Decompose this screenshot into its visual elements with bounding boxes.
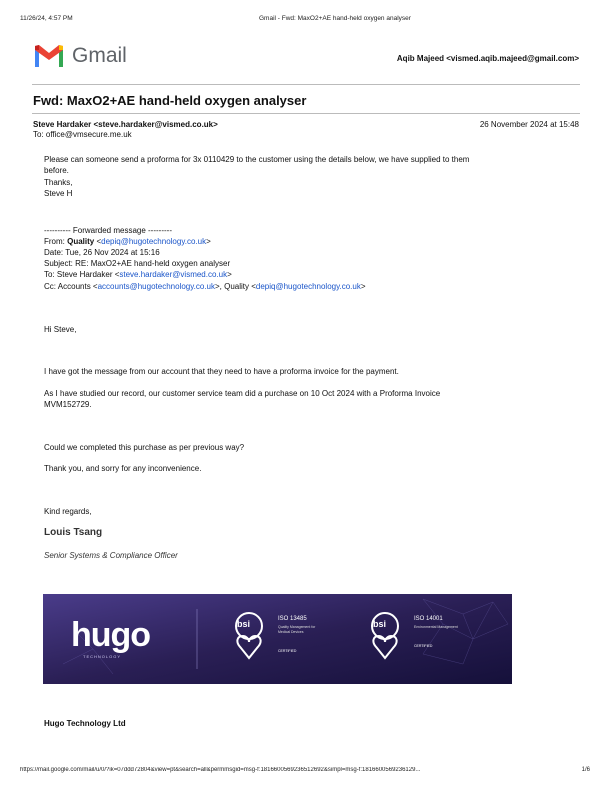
- cert2-status: CERTIFIED: [414, 644, 433, 648]
- gmail-logo-icon: [33, 44, 65, 68]
- fwd-from-email-link[interactable]: depiq@hugotechnology.co.uk: [101, 237, 207, 246]
- gmail-logo-text: Gmail: [72, 44, 127, 67]
- company-name: Hugo Technology Ltd: [44, 719, 126, 728]
- bsi-label-1: bsi: [237, 619, 251, 629]
- cert1-code: ISO 13485: [278, 616, 307, 622]
- print-url: https://mail.google.com/mail/u/0/?ik=07ddd72804&view=pt&search=all&permmsgid=msg-f:1816600569236512692&simpl=msg-f:1816600569236129...: [20, 767, 421, 773]
- para1-line2: before.: [44, 166, 69, 175]
- regards: Kind regards,: [44, 507, 92, 516]
- fwd-cc-email-link-1[interactable]: accounts@hugotechnology.co.uk: [97, 282, 215, 291]
- signature-name: Louis Tsang: [44, 527, 103, 538]
- signoff: Steve H: [44, 189, 73, 198]
- signature-title: Senior Systems & Compliance Officer: [44, 551, 178, 560]
- page-number: 1/6: [581, 767, 590, 773]
- para1-line1: Please can someone send a proforma for 3x 0110429 to the customer using the details below, we have supplied to them: [44, 155, 470, 164]
- account-identity: Aqib Majeed <vismed.aqib.majeed@gmail.com>: [396, 54, 579, 63]
- sender-text: Steve Hardaker <steve.hardaker@vismed.co.uk>: [33, 120, 218, 129]
- fwd-from: From: Quality <depiq@hugotechnology.co.uk>: [44, 237, 211, 246]
- paragraph-2-line1: As I have studied our record, our customer service team did a purchase on 10 Oct 2024 with a Proforma Invoice: [44, 389, 441, 398]
- paragraph-4: Thank you, and sorry for any inconvenience.: [44, 464, 202, 473]
- forward-marker: ---------- Forwarded message ---------: [44, 226, 172, 235]
- recipient: To: office@vmsecure.me.uk: [33, 130, 132, 139]
- fwd-date: Date: Tue, 26 Nov 2024 at 15:16: [44, 248, 160, 257]
- paragraph-2-line2: MVM152729.: [44, 400, 92, 409]
- email-subject: Fwd: MaxO2+AE hand-held oxygen analyser: [33, 93, 307, 108]
- bsi-label-2: bsi: [373, 619, 387, 629]
- sender: [33, 120, 218, 129]
- divider-top: [32, 84, 580, 85]
- fwd-cc: Cc: Accounts <accounts@hugotechnology.co.uk>, Quality <depiq@hugotechnology.co.uk>: [44, 282, 366, 291]
- cert1-status: CERTIFIED: [278, 649, 297, 653]
- divider-subject: [32, 113, 580, 114]
- message-date: 26 November 2024 at 15:48: [479, 120, 579, 129]
- cert2-code: ISO 14001: [414, 616, 443, 622]
- greeting: Hi Steve,: [44, 325, 77, 334]
- fwd-to-email-link[interactable]: steve.hardaker@vismed.co.uk: [119, 270, 228, 279]
- company-banner: [43, 594, 512, 684]
- brand-sub: TECHNOLOGY: [83, 654, 122, 659]
- print-datetime: 11/26/24, 4:57 PM: [20, 15, 73, 22]
- paragraph-1: I have got the message from our account that they need to have a proforma invoice for the payment.: [44, 367, 399, 376]
- fwd-subject: Subject: RE: MaxO2+AE hand-held oxygen analyser: [44, 259, 231, 268]
- fwd-to: To: Steve Hardaker <steve.hardaker@vismed.co.uk>: [44, 270, 232, 279]
- cert1-desc: Quality Management for Medical Devices: [278, 625, 316, 634]
- brand-name: hugo: [71, 616, 151, 654]
- paragraph-3: Could we completed this purchase as per previous way?: [44, 443, 245, 452]
- print-title: Gmail - Fwd: MaxO2+AE hand-held oxygen analyser: [259, 15, 411, 22]
- cert2-desc: Environmental Management: [414, 625, 458, 629]
- fwd-cc-email-link-2[interactable]: depiq@hugotechnology.co.uk: [255, 282, 361, 291]
- thanks: Thanks,: [44, 178, 73, 187]
